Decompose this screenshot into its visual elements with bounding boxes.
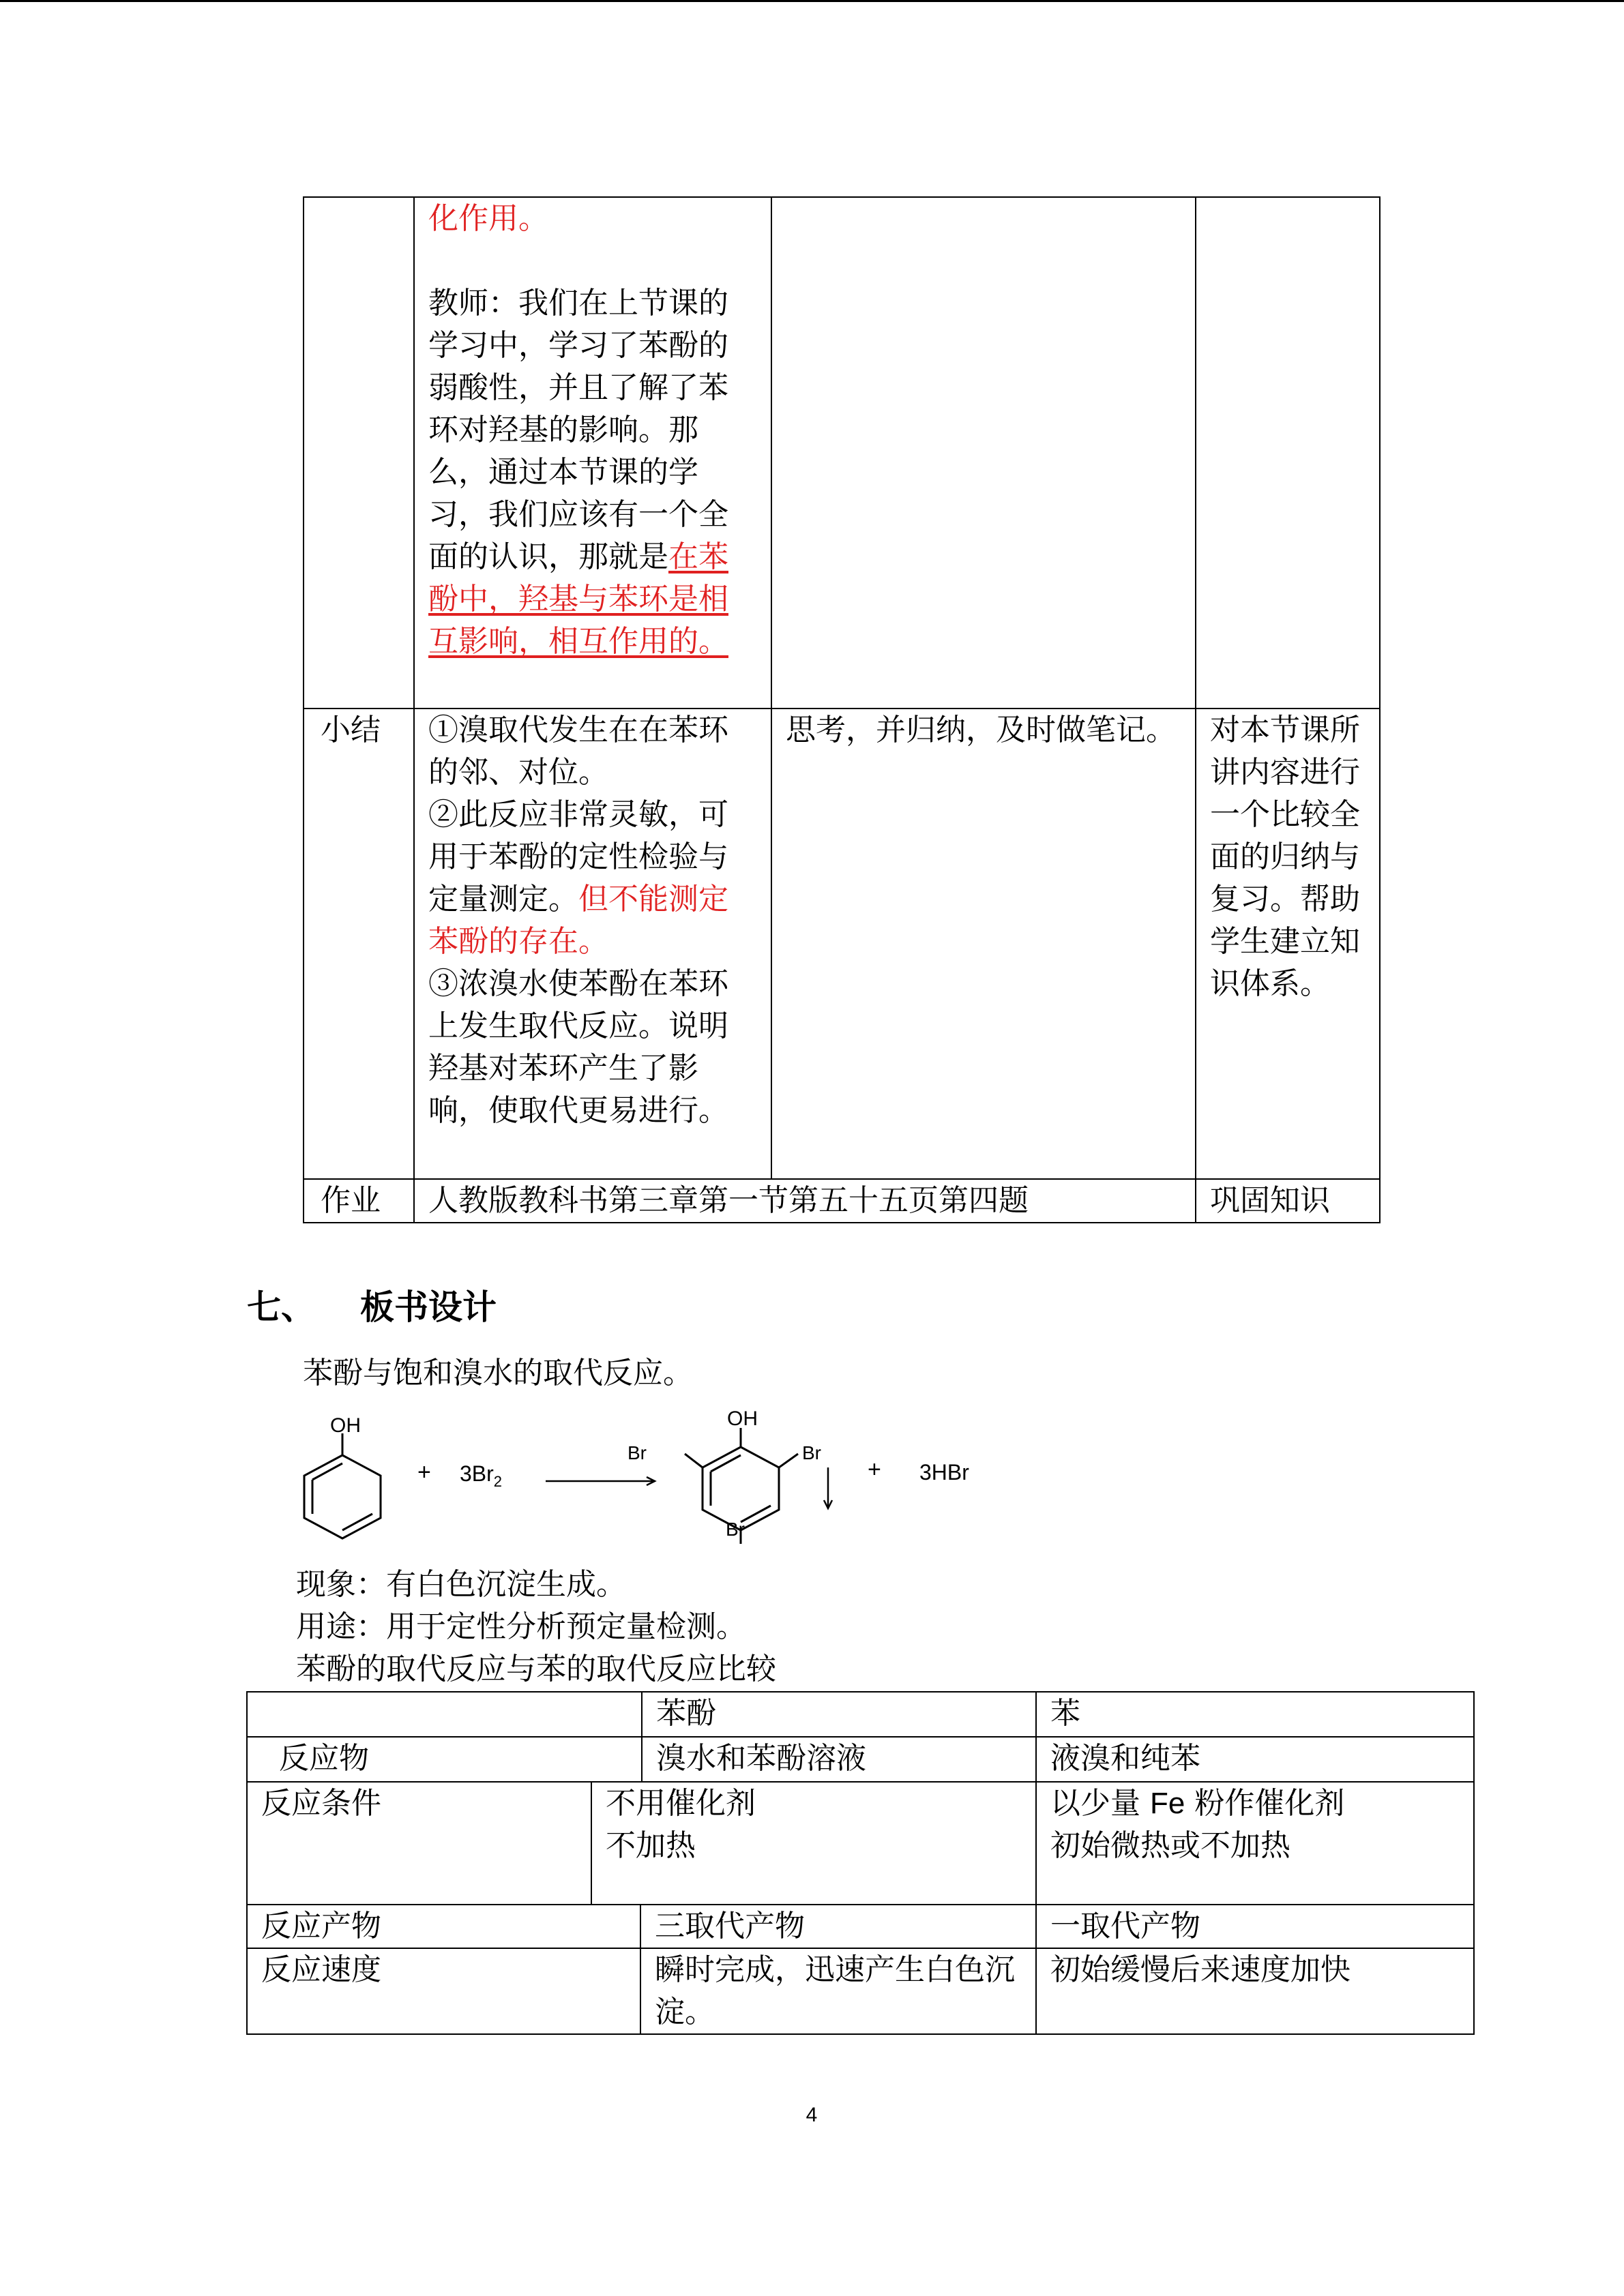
conditions-benzene: 以少量 Fe 粉作催化剂 初始微热或不加热 xyxy=(1036,1782,1474,1905)
summary-point-2: ②此反应非常灵敏，可用于苯酚的定性检验与定量测定。但不能测定苯酚的存在。 xyxy=(428,797,728,959)
table-row-summary xyxy=(304,709,1380,1179)
table-row-reactants xyxy=(247,1737,1474,1782)
process-cell xyxy=(414,197,771,709)
header-phenol: 苯酚 xyxy=(641,1693,1035,1736)
plus-sign-1: + xyxy=(417,1459,431,1485)
reaction-equation xyxy=(286,1405,1037,1548)
usage-text: 用途：用于定性分析预定量检测。 xyxy=(296,1609,746,1644)
section-number: 七、 xyxy=(247,1287,315,1327)
stage-cell xyxy=(304,197,414,709)
student-activity-cell xyxy=(771,197,1196,709)
products-benzene: 一取代产物 xyxy=(1036,1905,1474,1948)
header-blank xyxy=(248,1693,641,1736)
summary-point-2-red: 但不能测定苯酚的存在。 xyxy=(428,882,728,959)
stage-label-summary: 小结 xyxy=(304,709,414,1179)
process-continued-text: 化作用。 xyxy=(428,201,548,236)
reagent-bromine: $3Br_2$ xyxy=(460,1461,503,1490)
design-intent-cell xyxy=(1196,197,1380,709)
summary-design-intent: 对本节课所讲内容进行一个比较全面的归纳与复习。帮助学生建立知识体系。 xyxy=(1196,709,1380,1179)
summary-points xyxy=(414,709,771,1179)
phenol-oh-label: OH xyxy=(330,1414,361,1437)
table-row-conditions xyxy=(247,1782,1474,1905)
product-oh-label: OH xyxy=(727,1407,758,1430)
table-row-continued xyxy=(304,197,1380,709)
reactants-label: 反应物 xyxy=(279,1741,369,1776)
rate-benzene: 初始缓慢后来速度加快 xyxy=(1036,1948,1474,2034)
reaction-title: 苯酚与饱和溴水的取代反应。 xyxy=(303,1356,693,1390)
conditions-label: 反应条件 xyxy=(247,1782,591,1905)
reactants-benzene: 液溴和纯苯 xyxy=(1036,1737,1474,1782)
products-label: 反应产物 xyxy=(247,1905,640,1948)
comparison-table xyxy=(246,1691,1475,2035)
product-br-para: Br xyxy=(726,1519,745,1540)
products-phenol: 三取代产物 xyxy=(640,1905,1036,1948)
homework-design-intent: 巩固知识 xyxy=(1196,1179,1380,1223)
compare-title: 苯酚的取代反应与苯的取代反应比较 xyxy=(296,1652,776,1686)
stage-label-homework: 作业 xyxy=(304,1179,414,1223)
table-row-homework xyxy=(304,1179,1380,1223)
precipitate-arrow xyxy=(824,1467,832,1508)
conditions-phenol: 不用催化剂 不加热 xyxy=(591,1782,1036,1905)
summary-student-activity: 思考，并归纳，及时做笔记。 xyxy=(771,709,1196,1179)
reaction-arrow xyxy=(546,1477,655,1485)
summary-point-3: ③浓溴水使苯酚在苯环上发生取代反应。说明羟基对苯环产生了影响，使取代更易进行。 xyxy=(428,966,728,1128)
lesson-plan-table xyxy=(303,196,1381,1223)
teacher-emphasis: 在苯酚中，羟基与苯环是相互影响，相互作用的。 xyxy=(428,539,728,659)
table-row-products xyxy=(247,1905,1474,1948)
product-hbr: 3HBr xyxy=(919,1460,969,1485)
teacher-speech: 教师：我们在上节课的学习中，学习了苯酚的弱酸性，并且了解了苯环对羟基的影响。那么，通过本节课的学习，我们应该有一个全面的认识，那就是在苯酚中，羟基与苯环是相互影响，相互作用的。 xyxy=(428,286,728,659)
rate-phenol: 瞬时完成，迅速产生白色沉淀。 xyxy=(640,1948,1036,2034)
reactants-phenol: 溴水和苯酚溶液 xyxy=(641,1738,1035,1781)
homework-content: 人教版教科书第三章第一节第五十五页第四题 xyxy=(414,1179,1196,1223)
phenomenon-text: 现象：有白色沉淀生成。 xyxy=(296,1567,626,1602)
page-top-border xyxy=(0,0,1624,2)
section-title: 板书设计 xyxy=(360,1287,497,1327)
header-benzene: 苯 xyxy=(1036,1692,1474,1737)
table-row-rate xyxy=(247,1948,1474,2034)
rate-label: 反应速度 xyxy=(247,1948,640,2034)
summary-point-1: ①溴取代发生在在苯环的邻、对位。 xyxy=(428,713,728,790)
product-br-ortho-right: Br xyxy=(802,1442,821,1463)
phenol-structure xyxy=(304,1433,381,1538)
page-number: 4 xyxy=(806,2104,818,2126)
product-br-ortho-left: Br xyxy=(628,1442,647,1463)
plus-sign-2: + xyxy=(868,1457,881,1482)
table-row-header xyxy=(247,1692,1474,1737)
